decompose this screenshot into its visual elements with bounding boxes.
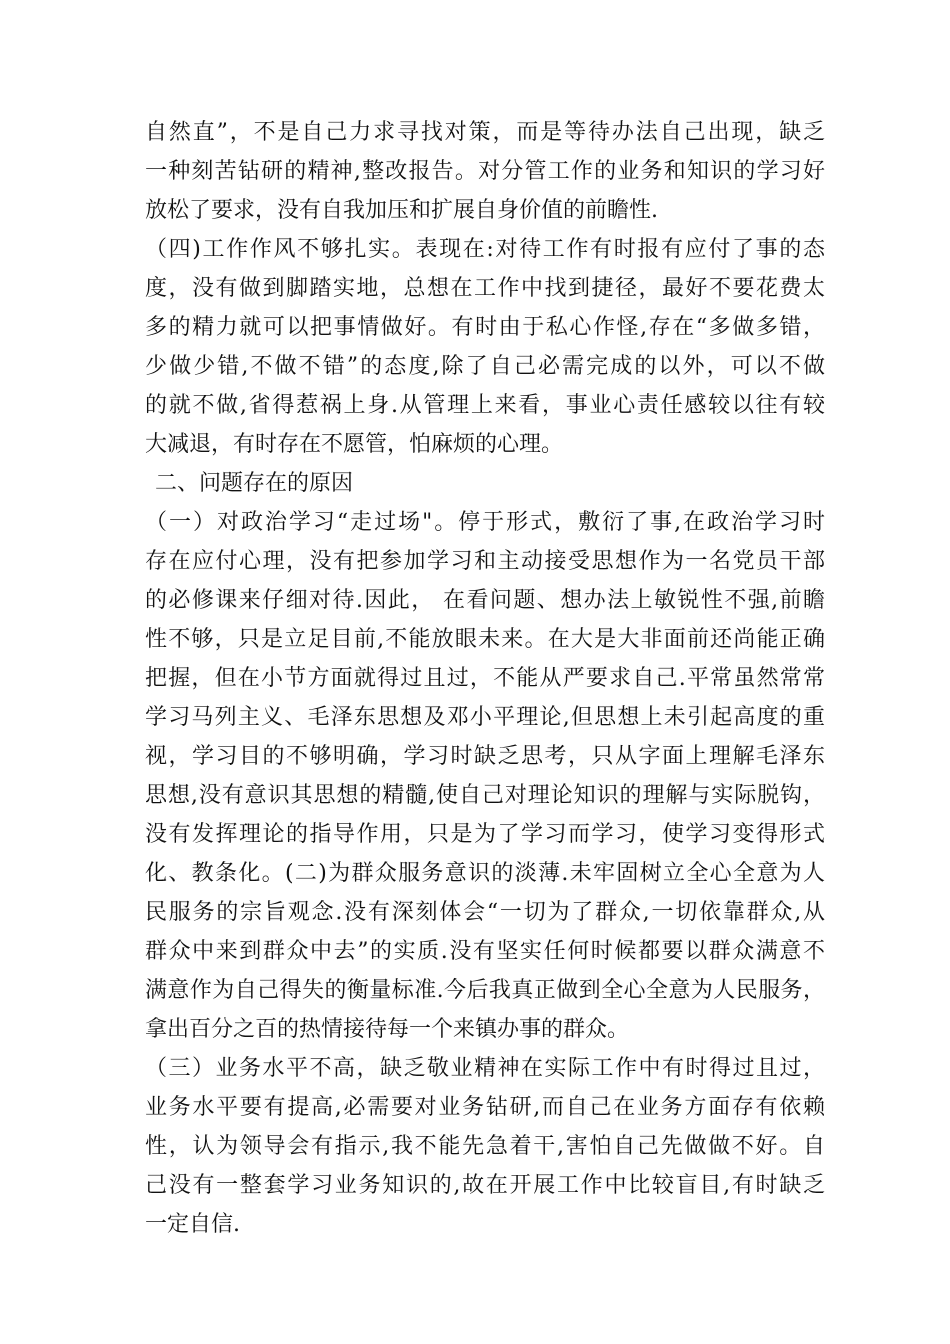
section-heading-causes: 二、问题存在的原因 xyxy=(155,471,354,496)
body-text xyxy=(145,113,825,1244)
text-line: 的必修课来仔细对待.因此， 在看问题、想办法上敏锐性不强,前瞻 xyxy=(145,588,825,613)
text-line: 度，没有做到脚踏实地，总想在工作中找到捷径，最好不要花费太 xyxy=(145,276,825,301)
text-line: 放松了要求，没有自我加压和扩展自身价值的前瞻性. xyxy=(145,198,658,223)
text-line: 满意作为自己得失的衡量标准.今后我真正做到全心全意为人民服务， xyxy=(145,978,825,1003)
text-line: 拿出百分之百的热情接待每一个来镇办事的群众。 xyxy=(145,1017,630,1042)
text-line: 民服务的宗旨观念.没有深刻体会“一切为了群众,一切依靠群众,从 xyxy=(145,900,825,925)
text-line: 业务水平要有提高,必需要对业务钻研,而自己在业务方面存有依赖 xyxy=(145,1095,825,1120)
text-line: 己没有一整套学习业务知识的,故在开展工作中比较盲目,有时缺乏 xyxy=(145,1173,825,1198)
text-line: 把握，但在小节方面就得过且过，不能从严要求自己.平常虽然常常 xyxy=(145,666,825,691)
section-heading-4: （四)工作作风不够扎实。表现在:对待工作有时报有应付了事的态 xyxy=(145,237,825,262)
text-line: 性，认为领导会有指示,我不能先急着干,害怕自己先做做不好。自 xyxy=(145,1134,825,1159)
text-line: 视，学习目的不够明确，学习时缺乏思考，只从字面上理解毛泽东 xyxy=(145,744,825,769)
text-line: 自然直”，不是自己力求寻找对策，而是等待办法自己出现，缺乏 xyxy=(145,120,825,145)
text-line: 学习马列主义、毛泽东思想及邓小平理论,但思想上未引起高度的重 xyxy=(145,705,825,730)
section-heading-1: （一）对政治学习“走过场"。停于形式，敷衍了事,在政治学习时 xyxy=(145,510,825,535)
section-heading-3: （三）业务水平不高，缺乏敬业精神在实际工作中有时得过且过， xyxy=(145,1056,825,1081)
text-line: 一种刻苦钻研的精神,整改报告。对分管工作的业务和知识的学习好 xyxy=(145,159,825,184)
text-line: 群众中来到群众中去”的实质.没有坚实任何时候都要以群众满意不 xyxy=(145,939,825,964)
text-line: 多的精力就可以把事情做好。有时由于私心作怪,存在“多做多错， xyxy=(145,315,825,340)
text-line: 思想,没有意识其思想的精髓,使自己对理论知识的理解与实际脱钩， xyxy=(145,783,825,808)
text-line: 大减退，有时存在不愿管，怕麻烦的心理。 xyxy=(145,432,564,457)
text-line: 少做少错,不做不错”的态度,除了自己必需完成的以外，可以不做 xyxy=(145,354,825,379)
text-line: 的就不做,省得惹祸上身.从管理上来看，事业心责任感较以往有较 xyxy=(145,393,825,418)
text-line: 一定自信. xyxy=(145,1212,240,1237)
text-line: 化、教条化。(二)为群众服务意识的淡薄.未牢固树立全心全意为人 xyxy=(145,861,825,886)
text-line: 没有发挥理论的指导作用，只是为了学习而学习，使学习变得形式 xyxy=(145,822,825,847)
text-line: 性不够，只是立足目前,不能放眼未来。在大是大非面前还尚能正确 xyxy=(145,627,825,652)
text-line: 存在应付心理，没有把参加学习和主动接受思想作为一名党员干部 xyxy=(145,549,825,574)
